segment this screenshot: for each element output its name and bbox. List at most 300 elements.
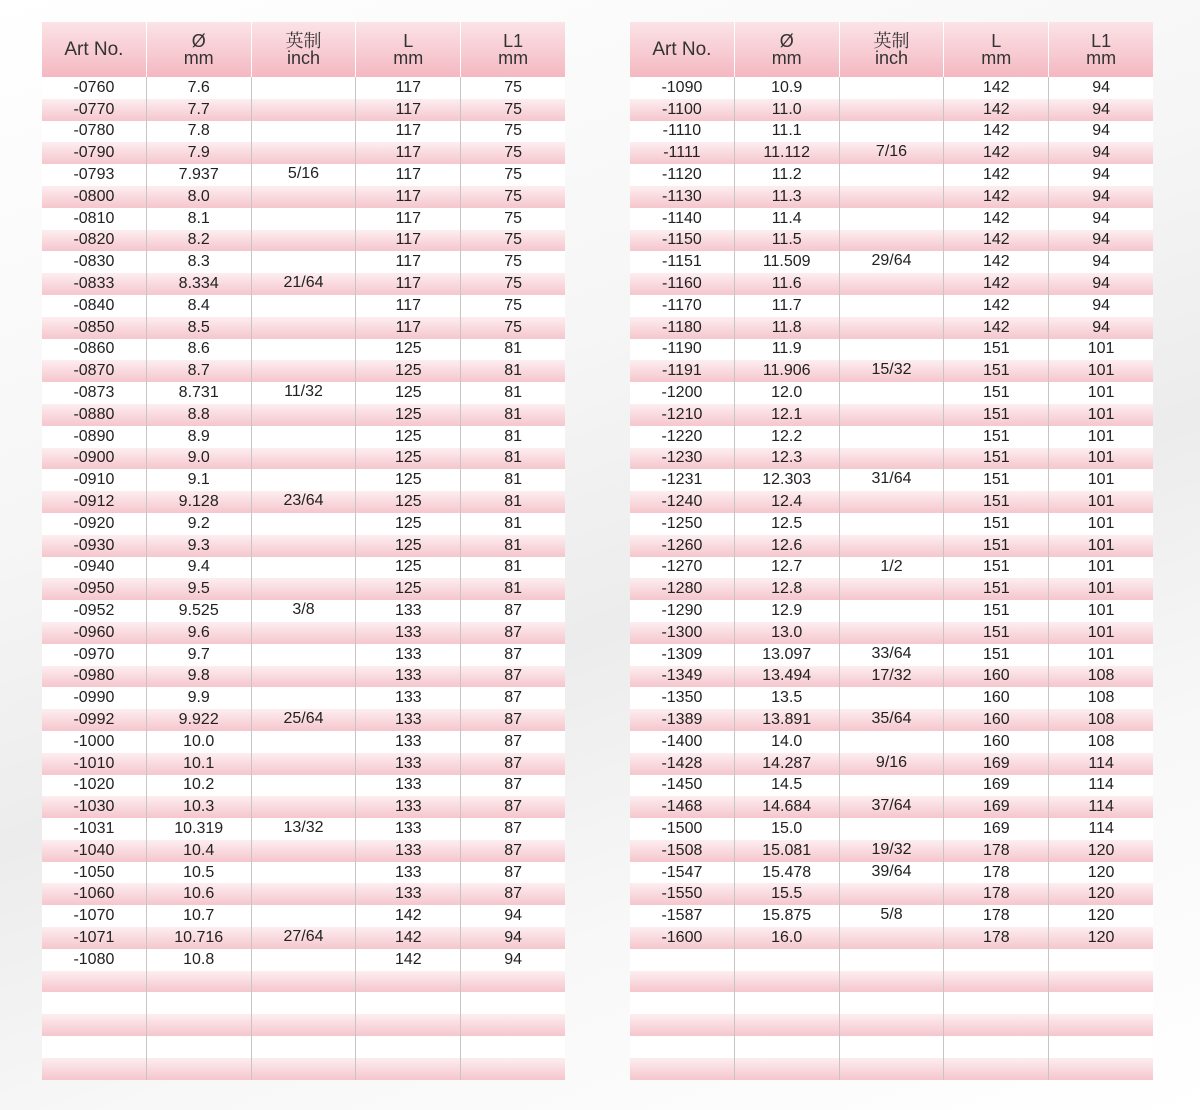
cell-inch	[840, 1058, 945, 1080]
table-row	[42, 840, 565, 862]
table-row	[630, 687, 1153, 709]
cell-flute-length: 120	[1087, 928, 1115, 946]
cell-art-no: -0800	[42, 186, 147, 208]
cell-inch	[252, 949, 357, 971]
cell-length	[356, 1036, 461, 1058]
cell-art-no: -1020	[42, 775, 147, 797]
table-row	[630, 666, 1153, 688]
cell-diameter: 9.2	[147, 513, 252, 535]
cell-flute-length: 81	[504, 493, 522, 511]
cell-art-no: -0912	[42, 491, 147, 513]
cell-inch	[840, 1036, 945, 1058]
cell-flute-length: 101	[1087, 580, 1115, 598]
cell-flute-length: 87	[504, 776, 522, 794]
cell-flute-length: 101	[1087, 405, 1115, 423]
cell-art-no: -0970	[42, 644, 147, 666]
cell-art-no	[42, 971, 147, 993]
cell-inch	[840, 949, 945, 971]
cell-diameter: 11.9	[735, 339, 840, 361]
cell-inch	[840, 818, 945, 840]
cell-flute-length	[461, 1014, 565, 1036]
cell-length	[944, 971, 1049, 993]
cell-art-no: -1190	[630, 339, 735, 361]
cell-diameter: 7.6	[147, 77, 252, 99]
cell-diameter: 12.5	[735, 513, 840, 535]
cell-flute-length: 94	[1092, 275, 1110, 293]
table-row	[42, 448, 565, 470]
cell-inch	[252, 404, 357, 426]
cell-art-no	[42, 992, 147, 1014]
cell-length: 178	[944, 840, 1049, 862]
cell-art-no	[630, 992, 735, 1014]
table-row	[630, 557, 1153, 579]
cell-length: 151	[944, 491, 1049, 513]
table-row	[42, 142, 565, 164]
cell-inch	[840, 121, 945, 143]
cell-inch: 27/64	[252, 927, 357, 949]
cell-inch	[252, 186, 357, 208]
cell-inch	[252, 753, 357, 775]
cell-length: 117	[356, 99, 461, 121]
table-row	[630, 317, 1153, 339]
cell-flute-length: 94	[504, 928, 522, 946]
cell-inch	[252, 121, 357, 143]
cell-length: 169	[944, 818, 1049, 840]
cell-inch	[252, 622, 357, 644]
cell-art-no: -0910	[42, 469, 147, 491]
col-header-diameter: Ø mm	[735, 22, 840, 77]
cell-art-no: -1280	[630, 578, 735, 600]
cell-diameter: 8.334	[147, 273, 252, 295]
table-row	[42, 709, 565, 731]
cell-flute-length: 94	[504, 907, 522, 925]
cell-diameter: 9.1	[147, 469, 252, 491]
cell-diameter	[735, 971, 840, 993]
cell-art-no: -0950	[42, 578, 147, 600]
cell-diameter: 14.0	[735, 731, 840, 753]
col-header-length: L mm	[356, 22, 461, 77]
cell-diameter	[735, 992, 840, 1014]
cell-length: 142	[944, 208, 1049, 230]
table-row	[42, 1014, 565, 1036]
cell-diameter: 12.8	[735, 578, 840, 600]
cell-inch	[840, 426, 945, 448]
col-header-flute-length: L1 mm	[498, 30, 529, 68]
cell-length: 151	[944, 578, 1049, 600]
cell-diameter: 10.319	[147, 818, 252, 840]
cell-art-no: -1389	[630, 709, 735, 731]
cell-inch	[252, 557, 357, 579]
table-row	[42, 513, 565, 535]
cell-diameter	[147, 1014, 252, 1036]
cell-length: 125	[356, 535, 461, 557]
cell-diameter: 14.684	[735, 796, 840, 818]
cell-diameter: 8.2	[147, 230, 252, 252]
table-row	[630, 644, 1153, 666]
table-row	[630, 992, 1153, 1014]
table-row	[42, 971, 565, 993]
cell-inch	[840, 992, 945, 1014]
cell-art-no: -1600	[630, 927, 735, 949]
cell-flute-length: 75	[504, 296, 522, 314]
cell-length: 178	[944, 883, 1049, 905]
table-row	[630, 971, 1153, 993]
cell-inch	[252, 317, 357, 339]
cell-length: 151	[944, 644, 1049, 666]
cell-art-no: -1428	[630, 753, 735, 775]
cell-diameter: 7.7	[147, 99, 252, 121]
cell-diameter: 10.0	[147, 731, 252, 753]
cell-length: 151	[944, 339, 1049, 361]
cell-art-no: -1110	[630, 121, 735, 143]
cell-flute-length: 101	[1087, 449, 1115, 467]
cell-length: 142	[944, 273, 1049, 295]
cell-length: 142	[944, 186, 1049, 208]
cell-inch: 7/16	[840, 142, 945, 164]
cell-flute-length: 81	[504, 471, 522, 489]
table-row	[42, 273, 565, 295]
cell-flute-length: 81	[504, 558, 522, 576]
cell-inch	[840, 339, 945, 361]
cell-inch: 39/64	[840, 862, 945, 884]
table-row	[630, 927, 1153, 949]
table-row	[42, 382, 565, 404]
cell-length: 117	[356, 295, 461, 317]
cell-diameter	[735, 949, 840, 971]
cell-flute-length: 108	[1087, 689, 1115, 707]
cell-inch: 19/32	[840, 840, 945, 862]
cell-length: 142	[944, 142, 1049, 164]
cell-flute-length: 87	[504, 732, 522, 750]
table-row	[630, 339, 1153, 361]
cell-art-no: -0810	[42, 208, 147, 230]
cell-flute-length: 101	[1087, 340, 1115, 358]
table-header	[42, 22, 565, 77]
cell-length	[944, 949, 1049, 971]
cell-inch	[840, 273, 945, 295]
cell-diameter: 10.5	[147, 862, 252, 884]
cell-flute-length: 114	[1088, 819, 1114, 837]
cell-inch: 3/8	[252, 600, 357, 622]
cell-diameter: 8.7	[147, 360, 252, 382]
cell-flute-length: 87	[504, 602, 522, 620]
cell-diameter: 9.922	[147, 709, 252, 731]
cell-flute-length: 75	[504, 78, 522, 96]
cell-art-no: -0992	[42, 709, 147, 731]
table-row	[42, 753, 565, 775]
cell-diameter: 13.097	[735, 644, 840, 666]
cell-inch	[252, 208, 357, 230]
cell-length: 125	[356, 382, 461, 404]
cell-flute-length: 94	[1092, 166, 1110, 184]
cell-inch	[252, 883, 357, 905]
right-spec-table	[630, 22, 1153, 1080]
cell-art-no: -0870	[42, 360, 147, 382]
cell-length: 133	[356, 600, 461, 622]
cell-length: 125	[356, 578, 461, 600]
cell-art-no: -1300	[630, 622, 735, 644]
cell-flute-length: 87	[504, 667, 522, 685]
cell-length	[356, 992, 461, 1014]
cell-diameter: 12.4	[735, 491, 840, 513]
cell-length: 169	[944, 753, 1049, 775]
cell-inch: 13/32	[252, 818, 357, 840]
cell-inch	[840, 382, 945, 404]
cell-flute-length: 101	[1087, 514, 1115, 532]
cell-length: 125	[356, 491, 461, 513]
table-row	[630, 949, 1153, 971]
cell-art-no: -1150	[630, 230, 735, 252]
cell-length: 117	[356, 142, 461, 164]
cell-length: 151	[944, 622, 1049, 644]
cell-art-no: -1290	[630, 600, 735, 622]
cell-inch	[252, 578, 357, 600]
table-row	[630, 469, 1153, 491]
cell-diameter: 11.906	[735, 360, 840, 382]
table-row	[42, 426, 565, 448]
col-header-diameter: Ø mm	[147, 22, 252, 77]
cell-diameter: 15.5	[735, 883, 840, 905]
cell-inch	[840, 622, 945, 644]
cell-diameter: 8.731	[147, 382, 252, 404]
cell-flute-length	[1049, 949, 1153, 971]
cell-inch	[252, 731, 357, 753]
cell-diameter: 13.494	[735, 666, 840, 688]
cell-diameter	[147, 1036, 252, 1058]
cell-inch	[840, 208, 945, 230]
cell-diameter: 14.287	[735, 753, 840, 775]
cell-diameter: 9.4	[147, 557, 252, 579]
table-row	[42, 208, 565, 230]
cell-length: 142	[944, 295, 1049, 317]
table-row	[630, 1014, 1153, 1036]
cell-art-no: -1090	[630, 77, 735, 99]
table-row	[42, 230, 565, 252]
cell-diameter: 9.9	[147, 687, 252, 709]
cell-art-no: -0960	[42, 622, 147, 644]
cell-diameter: 10.3	[147, 796, 252, 818]
cell-flute-length	[1049, 1014, 1153, 1036]
cell-inch	[840, 731, 945, 753]
cell-diameter: 10.7	[147, 905, 252, 927]
cell-inch	[252, 992, 357, 1014]
cell-diameter: 7.8	[147, 121, 252, 143]
cell-inch	[840, 513, 945, 535]
cell-art-no: -1140	[630, 208, 735, 230]
cell-art-no: -1450	[630, 775, 735, 797]
cell-length	[944, 1058, 1049, 1080]
table-row	[42, 339, 565, 361]
cell-diameter: 8.6	[147, 339, 252, 361]
cell-flute-length: 94	[504, 950, 522, 968]
table-row	[630, 905, 1153, 927]
cell-length: 151	[944, 535, 1049, 557]
cell-diameter: 9.128	[147, 491, 252, 513]
table-row	[630, 295, 1153, 317]
cell-art-no: -1231	[630, 469, 735, 491]
cell-flute-length: 94	[1092, 78, 1110, 96]
table-row	[42, 796, 565, 818]
cell-inch	[252, 426, 357, 448]
cell-inch	[252, 1058, 357, 1080]
cell-art-no: -1050	[42, 862, 147, 884]
cell-art-no: -1230	[630, 448, 735, 470]
table-body	[630, 77, 1153, 1080]
table-row	[630, 230, 1153, 252]
cell-diameter: 12.7	[735, 557, 840, 579]
cell-diameter: 9.525	[147, 600, 252, 622]
cell-art-no: -0873	[42, 382, 147, 404]
table-row	[630, 840, 1153, 862]
cell-length	[356, 1014, 461, 1036]
cell-diameter: 11.1	[735, 121, 840, 143]
cell-flute-length: 87	[504, 754, 522, 772]
cell-art-no: -1160	[630, 273, 735, 295]
cell-diameter: 8.9	[147, 426, 252, 448]
table-body	[42, 77, 565, 1080]
cell-art-no: -1200	[630, 382, 735, 404]
table-row	[42, 905, 565, 927]
table-row	[42, 600, 565, 622]
cell-flute-length: 81	[504, 536, 522, 554]
cell-flute-length: 114	[1088, 754, 1114, 772]
cell-inch: 33/64	[840, 644, 945, 666]
cell-flute-length: 108	[1087, 711, 1115, 728]
cell-art-no: -1587	[630, 905, 735, 927]
cell-flute-length: 75	[504, 275, 522, 293]
cell-art-no: -1500	[630, 818, 735, 840]
cell-art-no: -1070	[42, 905, 147, 927]
cell-inch	[252, 644, 357, 666]
table-row	[42, 992, 565, 1014]
cell-art-no: -1111	[630, 142, 735, 164]
cell-length	[356, 1058, 461, 1080]
cell-flute-length: 101	[1087, 384, 1115, 402]
cell-diameter: 7.9	[147, 142, 252, 164]
table-row	[630, 142, 1153, 164]
col-header-art-no: Art No.	[42, 22, 147, 77]
cell-inch	[840, 186, 945, 208]
cell-diameter: 10.1	[147, 753, 252, 775]
table-row	[630, 622, 1153, 644]
cell-diameter: 11.7	[735, 295, 840, 317]
cell-length: 151	[944, 360, 1049, 382]
cell-length: 125	[356, 513, 461, 535]
table-row	[630, 164, 1153, 186]
cell-length: 178	[944, 927, 1049, 949]
cell-inch	[840, 578, 945, 600]
cell-inch: 9/16	[840, 753, 945, 775]
cell-length: 142	[944, 230, 1049, 252]
table-row	[630, 186, 1153, 208]
cell-flute-length: 81	[504, 362, 522, 380]
cell-art-no: -0820	[42, 230, 147, 252]
cell-length: 178	[944, 905, 1049, 927]
table-header	[630, 22, 1153, 77]
cell-flute-length	[1049, 971, 1153, 993]
cell-diameter: 11.3	[735, 186, 840, 208]
cell-diameter: 11.8	[735, 317, 840, 339]
table-row	[630, 1058, 1153, 1080]
cell-art-no: -0790	[42, 142, 147, 164]
cell-diameter: 10.2	[147, 775, 252, 797]
cell-length: 133	[356, 818, 461, 840]
cell-flute-length: 94	[1092, 253, 1110, 271]
cell-length: 133	[356, 709, 461, 731]
cell-length: 151	[944, 382, 1049, 404]
table-row	[630, 1036, 1153, 1058]
cell-art-no: -0770	[42, 99, 147, 121]
cell-length: 151	[944, 448, 1049, 470]
cell-art-no	[630, 971, 735, 993]
cell-flute-length: 87	[504, 623, 522, 641]
table-row	[630, 535, 1153, 557]
cell-inch	[252, 1036, 357, 1058]
cell-flute-length: 75	[504, 253, 522, 271]
cell-diameter: 16.0	[735, 927, 840, 949]
cell-flute-length: 94	[1092, 122, 1110, 140]
cell-inch: 1/2	[840, 557, 945, 579]
cell-inch	[252, 1014, 357, 1036]
cell-diameter: 15.478	[735, 862, 840, 884]
cell-length: 117	[356, 317, 461, 339]
table-row	[630, 600, 1153, 622]
cell-diameter: 9.7	[147, 644, 252, 666]
cell-art-no: -1080	[42, 949, 147, 971]
cell-flute-length: 120	[1087, 863, 1115, 881]
cell-diameter: 11.2	[735, 164, 840, 186]
cell-length: 142	[944, 251, 1049, 273]
table-row	[42, 491, 565, 513]
cell-inch: 23/64	[252, 491, 357, 513]
table-row	[42, 666, 565, 688]
cell-art-no: -1220	[630, 426, 735, 448]
cell-length: 117	[356, 208, 461, 230]
table-row	[42, 404, 565, 426]
cell-inch	[252, 905, 357, 927]
cell-inch	[252, 99, 357, 121]
cell-art-no: -0760	[42, 77, 147, 99]
cell-art-no: -1260	[630, 535, 735, 557]
cell-inch	[252, 687, 357, 709]
col-header-art-no: Art No.	[630, 22, 735, 77]
cell-flute-length	[1049, 1058, 1153, 1080]
cell-length	[944, 1014, 1049, 1036]
cell-art-no: -1130	[630, 186, 735, 208]
cell-flute-length: 75	[504, 166, 522, 184]
table-row	[42, 1058, 565, 1080]
cell-length: 125	[356, 404, 461, 426]
cell-art-no: -1170	[630, 295, 735, 317]
cell-inch	[252, 666, 357, 688]
cell-art-no: -0793	[42, 164, 147, 186]
cell-art-no: -1191	[630, 360, 735, 382]
cell-flute-length: 75	[504, 144, 522, 162]
cell-diameter: 11.5	[735, 230, 840, 252]
cell-length: 117	[356, 164, 461, 186]
cell-length: 142	[356, 927, 461, 949]
cell-flute-length: 81	[504, 514, 522, 532]
cell-inch: 5/16	[252, 164, 357, 186]
cell-length: 160	[944, 666, 1049, 688]
cell-length: 133	[356, 622, 461, 644]
cell-length: 160	[944, 709, 1049, 731]
cell-inch	[840, 230, 945, 252]
cell-art-no: -0980	[42, 666, 147, 688]
cell-art-no: -1180	[630, 317, 735, 339]
cell-diameter: 15.875	[735, 905, 840, 927]
cell-length	[944, 992, 1049, 1014]
